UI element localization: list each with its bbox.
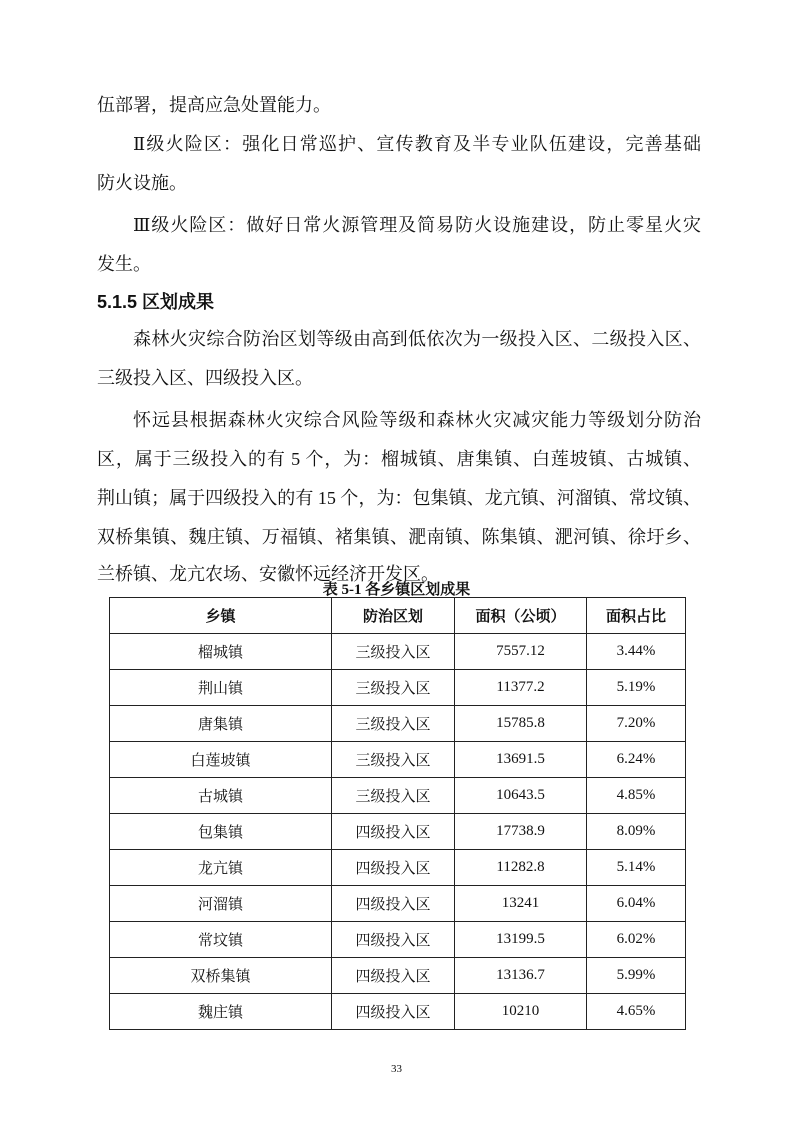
text-line: Ⅱ级火险区：强化日常巡护、宣传教育及半专业队伍建设，完善基础: [133, 134, 701, 154]
table-row: [110, 994, 686, 1030]
cell-area: 15785.8: [455, 706, 587, 742]
cell-ratio: 6.04%: [587, 886, 686, 922]
table-row: [110, 814, 686, 850]
cell-area: 17738.9: [455, 814, 587, 850]
cell-town: 古城镇: [110, 778, 332, 814]
cell-ratio: 4.85%: [587, 778, 686, 814]
text-line: 森林火灾综合防治区划等级由高到低依次为一级投入区、二级投入区、: [133, 329, 701, 349]
cell-ratio: 6.02%: [587, 922, 686, 958]
cell-ratio: 5.14%: [587, 850, 686, 886]
zoning-table: [109, 597, 686, 1030]
cell-ratio: 5.19%: [587, 670, 686, 706]
text-line: 双桥集镇、魏庄镇、万福镇、褚集镇、淝南镇、陈集镇、淝河镇、徐圩乡、: [97, 527, 701, 547]
cell-ratio: 4.65%: [587, 994, 686, 1030]
table-row: [110, 958, 686, 994]
text-line: 防火设施。: [97, 173, 187, 193]
table-row: [110, 742, 686, 778]
cell-area: 13136.7: [455, 958, 587, 994]
cell-area: 7557.12: [455, 634, 587, 670]
text-line: 怀远县根据森林火灾综合风险等级和森林火灾减灾能力等级划分防治: [133, 410, 701, 430]
section-heading: 5.1.5 区划成果: [97, 292, 215, 312]
cell-zone: 三级投入区: [332, 634, 455, 670]
cell-ratio: 5.99%: [587, 958, 686, 994]
table-row: [110, 850, 686, 886]
table-row: [110, 886, 686, 922]
cell-town: 双桥集镇: [110, 958, 332, 994]
table-row: [110, 634, 686, 670]
cell-zone: 四级投入区: [332, 886, 455, 922]
text-line: 发生。: [97, 254, 151, 274]
cell-zone: 四级投入区: [332, 994, 455, 1030]
table-row: [110, 670, 686, 706]
cell-town: 河溜镇: [110, 886, 332, 922]
text-line: 伍部署，提高应急处置能力。: [97, 95, 331, 115]
cell-area: 11282.8: [455, 850, 587, 886]
cell-town: 白莲坡镇: [110, 742, 332, 778]
cell-zone: 四级投入区: [332, 922, 455, 958]
text-line: 荆山镇；属于四级投入的有 15 个，为：包集镇、龙亢镇、河溜镇、常坟镇、: [97, 488, 701, 508]
text-line: 区，属于三级投入的有 5 个，为：榴城镇、唐集镇、白莲坡镇、古城镇、: [97, 449, 701, 469]
text-line: Ⅲ级火险区：做好日常火源管理及简易防火设施建设，防止零星火灾: [133, 215, 701, 235]
cell-area: 13691.5: [455, 742, 587, 778]
cell-area: 10643.5: [455, 778, 587, 814]
cell-zone: 三级投入区: [332, 706, 455, 742]
header-area: 面积（公顷）: [455, 598, 587, 634]
cell-zone: 三级投入区: [332, 742, 455, 778]
cell-zone: 三级投入区: [332, 670, 455, 706]
cell-town: 唐集镇: [110, 706, 332, 742]
table-caption: 表 5-1 各乡镇区划成果: [322, 582, 471, 598]
cell-town: 荆山镇: [110, 670, 332, 706]
text-line: 三级投入区、四级投入区。: [97, 368, 313, 388]
text-line: 兰桥镇、龙亢农场、安徽怀远经济开发区。: [97, 564, 439, 584]
cell-area: 11377.2: [455, 670, 587, 706]
cell-zone: 四级投入区: [332, 850, 455, 886]
cell-area: 10210: [455, 994, 587, 1030]
cell-area: 13199.5: [455, 922, 587, 958]
cell-zone: 四级投入区: [332, 814, 455, 850]
cell-area: 13241: [455, 886, 587, 922]
header-ratio: 面积占比: [587, 598, 686, 634]
cell-town: 常坟镇: [110, 922, 332, 958]
cell-ratio: 3.44%: [587, 634, 686, 670]
cell-ratio: 7.20%: [587, 706, 686, 742]
cell-town: 榴城镇: [110, 634, 332, 670]
table-row: [110, 778, 686, 814]
cell-town: 龙亢镇: [110, 850, 332, 886]
cell-ratio: 8.09%: [587, 814, 686, 850]
table-header-row: [110, 598, 686, 634]
cell-zone: 三级投入区: [332, 778, 455, 814]
table-row: [110, 706, 686, 742]
page-number: 33: [391, 1063, 402, 1075]
header-town: 乡镇: [110, 598, 332, 634]
cell-town: 包集镇: [110, 814, 332, 850]
cell-town: 魏庄镇: [110, 994, 332, 1030]
cell-ratio: 6.24%: [587, 742, 686, 778]
cell-zone: 四级投入区: [332, 958, 455, 994]
table-row: [110, 922, 686, 958]
header-zone: 防治区划: [332, 598, 455, 634]
